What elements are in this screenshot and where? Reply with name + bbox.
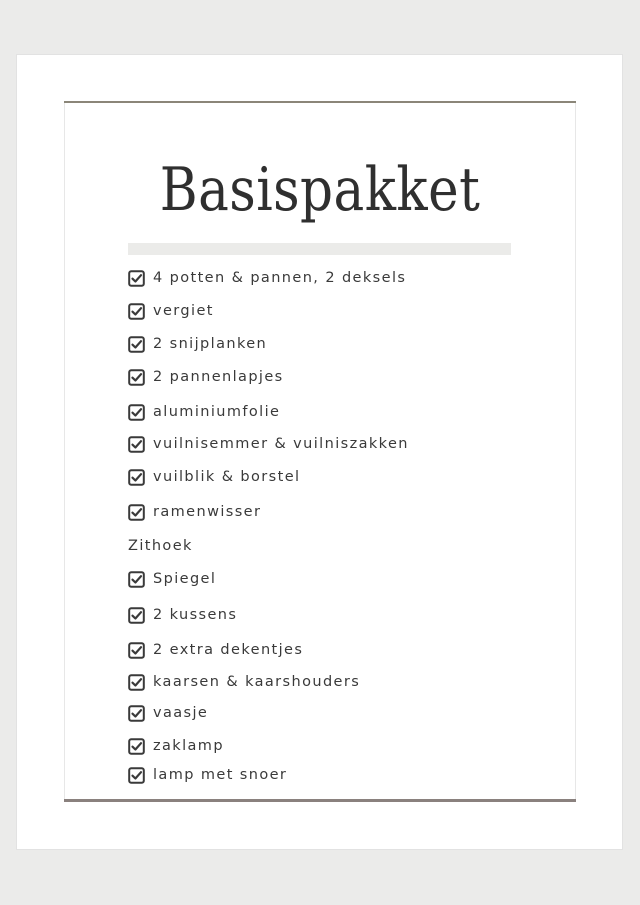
list-item[interactable] <box>128 301 214 321</box>
list-item-label: kaarsen & kaarshouders <box>153 674 361 690</box>
checked-box-icon <box>128 767 145 784</box>
checked-box-icon <box>128 607 145 624</box>
list-item-label: vergiet <box>153 303 214 319</box>
checked-box-icon <box>128 303 145 320</box>
list-item[interactable] <box>128 736 224 756</box>
checked-box-icon <box>128 642 145 659</box>
list-item[interactable] <box>128 640 303 660</box>
checked-box-icon <box>128 336 145 353</box>
page-title: Basispakket <box>159 155 481 225</box>
checked-box-icon <box>128 270 145 287</box>
list-item-label: 4 potten & pannen, 2 deksels <box>153 270 407 286</box>
list-item-label: 2 kussens <box>153 607 238 623</box>
list-item-label: zaklamp <box>153 738 224 754</box>
list-item[interactable] <box>128 434 409 454</box>
checked-box-icon <box>128 436 145 453</box>
checked-box-icon <box>128 504 145 521</box>
list-item-label: vaasje <box>153 705 209 721</box>
list-item[interactable] <box>128 367 284 387</box>
list-item-label: aluminiumfolie <box>153 404 281 420</box>
checked-box-icon <box>128 705 145 722</box>
list-item[interactable] <box>128 268 406 288</box>
list-item[interactable] <box>128 502 261 522</box>
list-item[interactable] <box>128 334 267 354</box>
checked-box-icon <box>128 674 145 691</box>
list-item[interactable] <box>128 765 287 785</box>
list-item-label: ramenwisser <box>153 504 262 520</box>
section-heading: Zithoek <box>128 538 193 554</box>
list-item[interactable] <box>128 402 280 422</box>
top-rule <box>64 101 576 103</box>
list-item-label: lamp met snoer <box>153 767 288 783</box>
list-item-label: vuilblik & borstel <box>153 469 301 485</box>
bottom-rule <box>64 799 576 802</box>
checked-box-icon <box>128 369 145 386</box>
checked-box-icon <box>128 571 145 588</box>
checked-box-icon <box>128 404 145 421</box>
list-item[interactable] <box>128 467 300 487</box>
list-item[interactable] <box>128 672 360 692</box>
list-item-label: Spiegel <box>153 571 217 587</box>
list-item-label: vuilnisemmer & vuilniszakken <box>153 436 409 452</box>
list-item[interactable] <box>128 703 208 723</box>
checked-box-icon <box>128 469 145 486</box>
title-underline-band <box>128 243 511 255</box>
list-item[interactable] <box>128 569 216 589</box>
list-item-label: 2 extra dekentjes <box>153 642 304 658</box>
list-item-label: 2 snijplanken <box>153 336 268 352</box>
list-item-label: 2 pannenlapjes <box>153 369 284 385</box>
list-item[interactable] <box>128 605 237 625</box>
checked-box-icon <box>128 738 145 755</box>
